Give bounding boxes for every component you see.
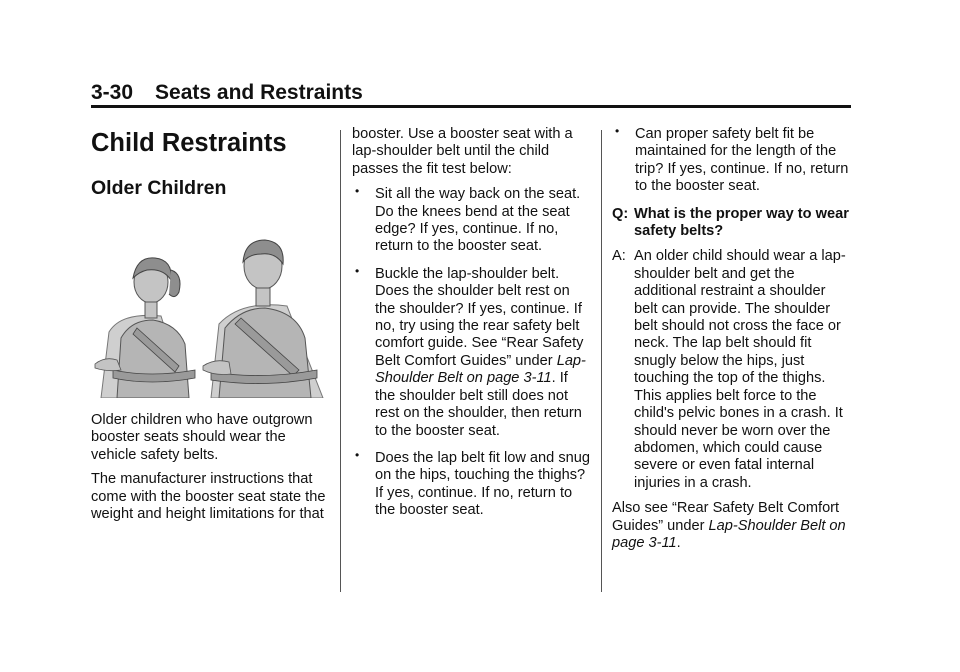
page-header <box>91 80 851 106</box>
column-divider <box>340 130 341 592</box>
page-number: 3-30 <box>91 81 134 104</box>
list-item: • Can proper safety belt fit be maintained for the length of the trip? If yes, continue. If no, return to the booster seat. <box>615 124 849 195</box>
page-title: Child Restraints <box>91 129 287 157</box>
instructions-paragraph: The manufacturer instructions that come with the booster seat state the weight and height limitations for that <box>91 471 326 523</box>
older-children-illustration <box>91 220 327 398</box>
column-3 <box>612 126 852 559</box>
section-title: Seats and Restraints <box>155 81 363 104</box>
answer-text: An older child should wear a lap-shoulder belt and get the additional restraint a shoulder belt can provide. The shoulder belt should not cross the face or neck. The lap belt should fit snugly below the hips, just touching the top of the thighs. This applies belt force to the child's pelvic bones in a crash. It should never be worn over the abdomen, which could cause severe or even fatal internal injuries in a crash. <box>634 248 846 491</box>
list-item: • Sit all the way back on the seat. Do the knees bend at the seat edge? If yes, continue. If no, return to the booster seat. <box>355 184 581 255</box>
fit-test-list <box>352 186 592 519</box>
question-label: Q: <box>612 205 629 222</box>
list-item: • Buckle the lap-shoulder belt. Does the shoulder belt rest on the shoulder? If yes, continue. If no, try using the rear safety belt comfort guide. See “Rear Safety Belt Comfort Guides” under Lap-Shoulder Belt on page 3-11. If the shoulder belt still does not rest on the shoulder, then return to the booster seat. <box>355 263 586 439</box>
cross-reference-link[interactable]: Lap-Shoulder Belt on page 3-11 <box>612 517 846 551</box>
bullet-icon: • <box>615 124 620 138</box>
list-item: • Does the lap belt fit low and snug on the hips, touching the thighs? If yes, continue. If no, return to the booster seat. <box>355 447 590 519</box>
bullet-icon: • <box>355 184 360 199</box>
see-also-paragraph: Also see “Rear Safety Belt Comfort Guides” under Lap-Shoulder Belt on page 3-11. <box>612 500 846 551</box>
question-block <box>612 206 852 241</box>
cross-reference-link[interactable]: Lap-Shoulder Belt on page 3-11 <box>375 352 586 387</box>
answer-block <box>612 248 852 492</box>
column-1 <box>91 126 331 530</box>
bullet-icon: • <box>355 263 360 278</box>
answer-label: A: <box>612 248 626 265</box>
continued-paragraph: booster. Use a booster seat with a lap-shoulder belt until the child passes the fit test below: <box>352 126 573 177</box>
section-subtitle: Older Children <box>91 177 227 199</box>
intro-paragraph: Older children who have outgrown booster seats should wear the vehicle safety belts. <box>91 412 313 463</box>
question-text: What is the proper way to wear safety belts? <box>634 205 849 240</box>
fit-test-list-continued <box>612 126 852 196</box>
header-rule <box>91 105 851 108</box>
bullet-icon: • <box>355 447 360 462</box>
column-divider <box>601 130 602 592</box>
column-2 <box>352 126 592 530</box>
